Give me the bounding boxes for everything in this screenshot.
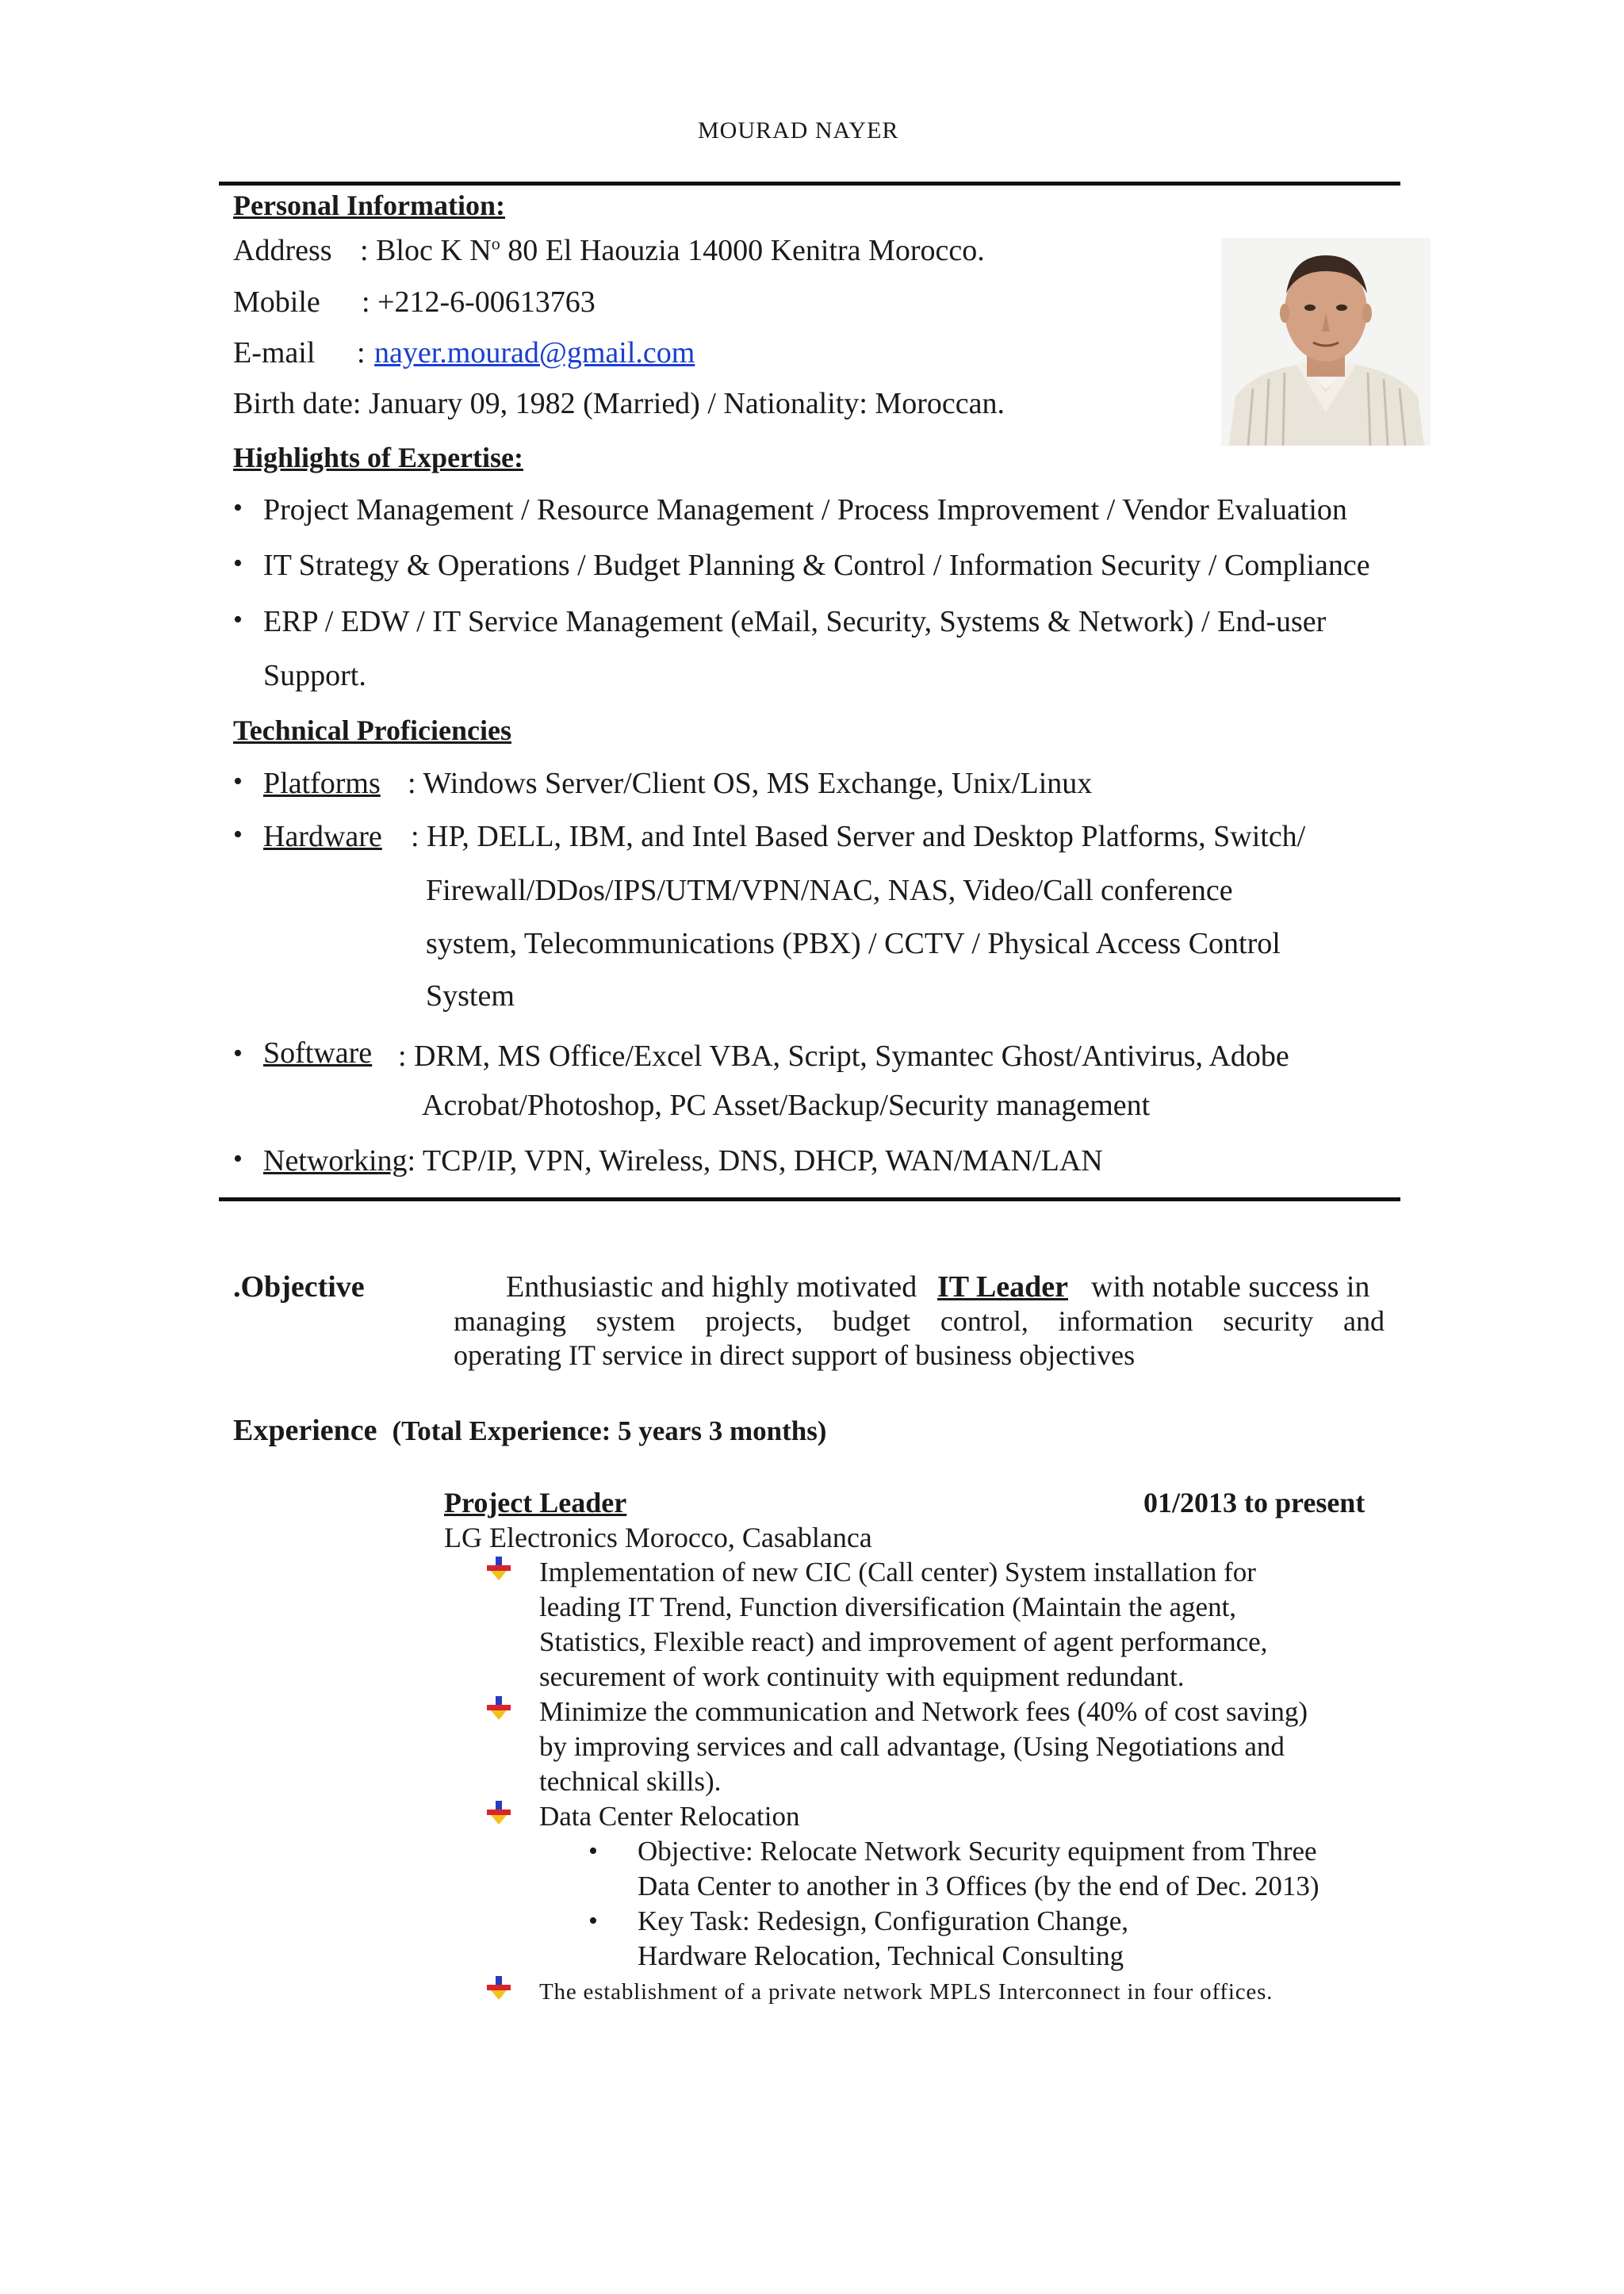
bottom-divider [219, 1197, 1400, 1201]
mobile-value: : +212-6-00613763 [362, 285, 596, 319]
bullet-dot: • [233, 1144, 243, 1174]
exp-bullet-line: leading IT Trend, Function diversification (Maintain the agent, [539, 1591, 1237, 1622]
platforms-value: : Windows Server/Client OS, MS Exchange, Unix/Linux [408, 767, 1093, 800]
highlight-item: ERP / EDW / IT Service Management (eMail, Security, Systems & Network) / End-user [263, 605, 1327, 638]
objective-line1-post: with notable success in [1091, 1270, 1370, 1304]
bullet-dot: • [233, 767, 243, 796]
email-link[interactable]: nayer.mourad@gmail.com [374, 336, 695, 370]
exp-bullet-line: Minimize the communication and Network fees (40% of cost saving) [539, 1696, 1308, 1727]
arrow-bullet-icon [487, 1557, 511, 1582]
networking-value: : TCP/IP, VPN, Wireless, DNS, DHCP, WAN/MAN/LAN [407, 1144, 1103, 1178]
highlight-item: Project Management / Resource Management / Process Improvement / Vendor Evaluation [263, 493, 1347, 527]
email-label: E-mail [233, 336, 316, 370]
objective-line2: managing system projects, budget control, information security and [454, 1305, 1385, 1337]
arrow-bullet-icon [487, 1976, 511, 2001]
sub-bullet-line: Objective: Relocate Network Security equipment from Three [638, 1836, 1317, 1867]
role-title: Project Leader [444, 1487, 627, 1518]
birth-date: Birth date: January 09, 1982 (Married) / Nationality: Moroccan. [233, 387, 1005, 420]
bullet-dot: • [233, 549, 243, 578]
top-divider [219, 182, 1400, 186]
networking-line [263, 1143, 1103, 1178]
bullet-dot: • [233, 1039, 243, 1068]
role-dates: 01/2013 to present [1143, 1487, 1365, 1518]
hardware-label: Hardware [263, 820, 382, 853]
platforms-label: Platforms [263, 767, 381, 800]
objective-line1-pre: Enthusiastic and highly motivated [506, 1270, 917, 1304]
hardware-line: Firewall/DDos/IPS/UTM/VPN/NAC, NAS, Video/Call conference [426, 874, 1233, 907]
exp-bullet-line: Data Center Relocation [539, 1801, 800, 1832]
technical-heading: Technical Proficiencies [233, 714, 511, 746]
bullet-dot: • [233, 820, 243, 849]
email-colon: : [357, 336, 366, 370]
software-line: Acrobat/Photoshop, PC Asset/Backup/Security management [422, 1089, 1151, 1122]
exp-bullet-line: Statistics, Flexible react) and improvement of agent performance, [539, 1626, 1268, 1657]
bullet-dot: • [233, 605, 243, 634]
arrow-bullet-icon [487, 1801, 511, 1826]
exp-last-bullet: The establishment of a private network MPLS Interconnect in four offices. [539, 1979, 1274, 2005]
sub-bullet-line: Key Task: Redesign, Configuration Change, [638, 1905, 1129, 1936]
exp-bullet-line: by improving services and call advantage, (Using Negotiations and [539, 1731, 1285, 1762]
software-line: : DRM, MS Office/Excel VBA, Script, Symantec Ghost/Antivirus, Adobe [398, 1040, 1289, 1073]
arrow-bullet-icon [487, 1696, 511, 1721]
bullet-dot: • [588, 1836, 598, 1866]
objective-line3: operating IT service in direct support of business objectives [454, 1339, 1136, 1371]
mobile-label: Mobile [233, 285, 320, 319]
bullet-dot: • [588, 1906, 598, 1936]
exp-bullet-line: securement of work continuity with equipment redundant. [539, 1661, 1185, 1692]
address-label: Address [233, 234, 332, 267]
highlight-item: IT Strategy & Operations / Budget Planning & Control / Information Security / Compliance [263, 549, 1370, 582]
profile-photo [1221, 238, 1431, 446]
sub-bullet-line: Data Center to another in 3 Offices (by the end of Dec. 2013) [638, 1871, 1320, 1901]
page-header-name: MOURAD NAYER [698, 117, 899, 144]
objective-label: .Objective [233, 1270, 365, 1304]
objective-it-leader: IT Leader [937, 1270, 1069, 1304]
personal-info-heading: Personal Information: [233, 190, 505, 221]
hardware-line: System [426, 979, 515, 1013]
experience-total: (Total Experience: 5 years 3 months) [392, 1415, 827, 1446]
exp-bullet-line: Implementation of new CIC (Call center) System installation for [539, 1557, 1256, 1587]
hardware-line: : HP, DELL, IBM, and Intel Based Server and Desktop Platforms, Switch/ [411, 820, 1306, 853]
exp-bullet-line: technical skills). [539, 1766, 722, 1797]
highlights-heading: Highlights of Expertise: [233, 442, 523, 473]
bullet-dot: • [233, 493, 243, 523]
hardware-line: system, Telecommunications (PBX) / CCTV / Physical Access Control [426, 927, 1281, 960]
networking-label: Networking [263, 1144, 408, 1178]
highlight-item-continued: Support. [263, 659, 366, 692]
sub-bullet-line: Hardware Relocation, Technical Consulting [638, 1940, 1124, 1971]
experience-heading: Experience (Total Experience: 5 years 3 months) [233, 1414, 827, 1447]
address-value: : Bloc K $N^o$ 80 El Haouzia 14000 Kenitra Morocco. [360, 233, 985, 267]
company: LG Electronics Morocco, Casablanca [444, 1522, 872, 1553]
software-label: Software [263, 1036, 373, 1070]
